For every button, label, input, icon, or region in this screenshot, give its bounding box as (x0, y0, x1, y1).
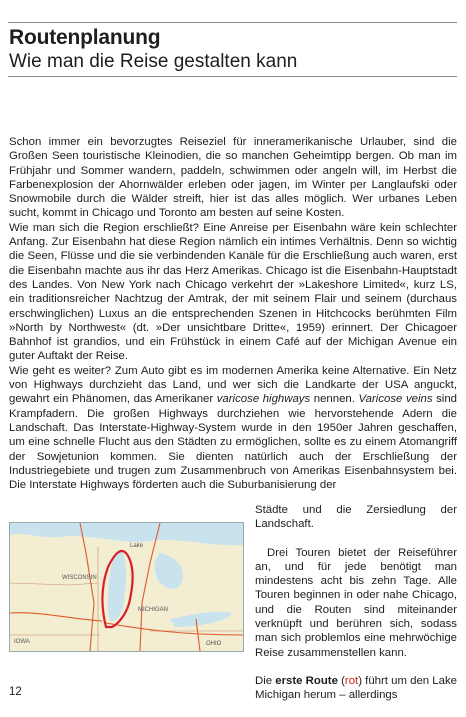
first-route-label: erste Route (275, 674, 338, 687)
route-map (9, 522, 244, 652)
map-label-michigan: MICHIGAN (138, 607, 168, 613)
paragraph-suburbanization-end: Städte und die Zersiedlung der Landschaft. (255, 504, 457, 531)
route-map-graphic (10, 523, 243, 651)
paragraph-tours: Drei Touren bietet der Reiseführer an, und für jede benötigt man mindestens acht bis zehn Tage. Alle Touren beginnen in oder nahe Chicago, und die Routen sind miteinander verknüpft und berühren sich, sodass man sich problemlos eine mehrwöchige Reise zusammenstellen kann. (255, 546, 457, 659)
text-run: ( (337, 674, 345, 687)
page-number: 12 (9, 686, 22, 698)
text-run: Die (255, 674, 276, 687)
page-title: Routenplanung (9, 26, 161, 49)
header-rule (8, 76, 457, 77)
route-color-red: rot (344, 674, 359, 687)
emphasis-varicose-veins: Varicose veins (358, 393, 433, 406)
paragraph-highways (9, 364, 457, 493)
paragraph-first-route (255, 674, 457, 703)
page-subtitle: Wie man die Reise gestalten kann (9, 51, 298, 72)
article-body (9, 135, 457, 492)
map-label-wisconsin: WISCONSIN (62, 575, 97, 581)
map-label-ohio: OHIO (206, 641, 222, 647)
emphasis-varicose-highways: varicose highways (216, 393, 311, 406)
text-run: ) führt um den Lake Michigan herum – allerdings (255, 674, 457, 702)
map-label-iowa: IOWA (14, 639, 30, 645)
paragraph-intro: Schon immer ein bevorzugtes Reiseziel für inneramerikanische Urlauber, sind die Großen Seen touristische Kleinodien, die so manchen Geheimtipp bergen. Ob man im Frühjahr und Sommer wandern, paddeln, schwimmen oder angeln will, im Herbst die Farbenexplosion der Ahornwälder erleben oder jagen, im Winter per Langlaufski oder Snowmobile durch die Wälder streift, hier ist das alles möglich. Wer urbanes Leben sucht, kommt in Chicago und Toronto am besten auf seine Kosten. (9, 136, 457, 220)
map-label-lake: Lake (130, 543, 144, 549)
top-rule (8, 22, 457, 23)
text-run: sind Krampfadern. Die großen Highways durchziehen wie hervorstehende Adern die Landschaft. Das Interstate-Highway-System wurde in den 1950er Jahren geschaffen, um eine schnelle Flucht aus den Städten zu ermöglichen, sollte es zu einem Atomangriff der Sowjetunion kommen. Sie dienten natürlich auch der Erschließung der Industriegebiete und trugen zum Zusammenbruch von Amerikas Eisenbahnsystem bei. Die Interstate Highways förderten auch die Suburbanisierung der (9, 393, 457, 492)
article-body-wrap (255, 503, 457, 717)
text-run: nennen. (310, 393, 359, 406)
text-run: Wie geht es weiter? Zum Auto gibt es im modernen Amerika keine Alternative. Ein Netz von Highways durchzieht das Land, und wer sich die Landkarte der USA anguckt, gewahrt ein Phänomen, das Amerikaner (9, 364, 457, 406)
paragraph-railway: Wie man sich die Region erschließt? Eine Anreise per Eisenbahn wäre kein schlechter Anfang. Zur Eisenbahn hat diese Region nämlich ein intimes Verhältnis. Denn so wichtig die Seen, Flüsse und die sie verbindenden Kanäle für die Erschließung auch waren, erst die Eisenbahn machte aus ihr das Herz Amerikas. Chicago ist die Eisenbahn-Hauptstadt des Landes. Von New York nach Chicago verkehrt der »Lakeshore Limited«, kurz LS, ein traditionsreicher Nachtzug der Amtrak, der mit seinem Flair und seinem (durchaus erschwinglichen) Luxus an die entsprechenden Szenen in Hitchcocks berühmten Film »North by Northwest« (dt. »Der unsichtbare Dritte«, 1959) erinnert. Der Chicagoer Bahnhof ist grandios, und ein Frühstück in einem Café auf der Michigan Avenue ein guter Auftakt der Reise. (9, 221, 457, 363)
